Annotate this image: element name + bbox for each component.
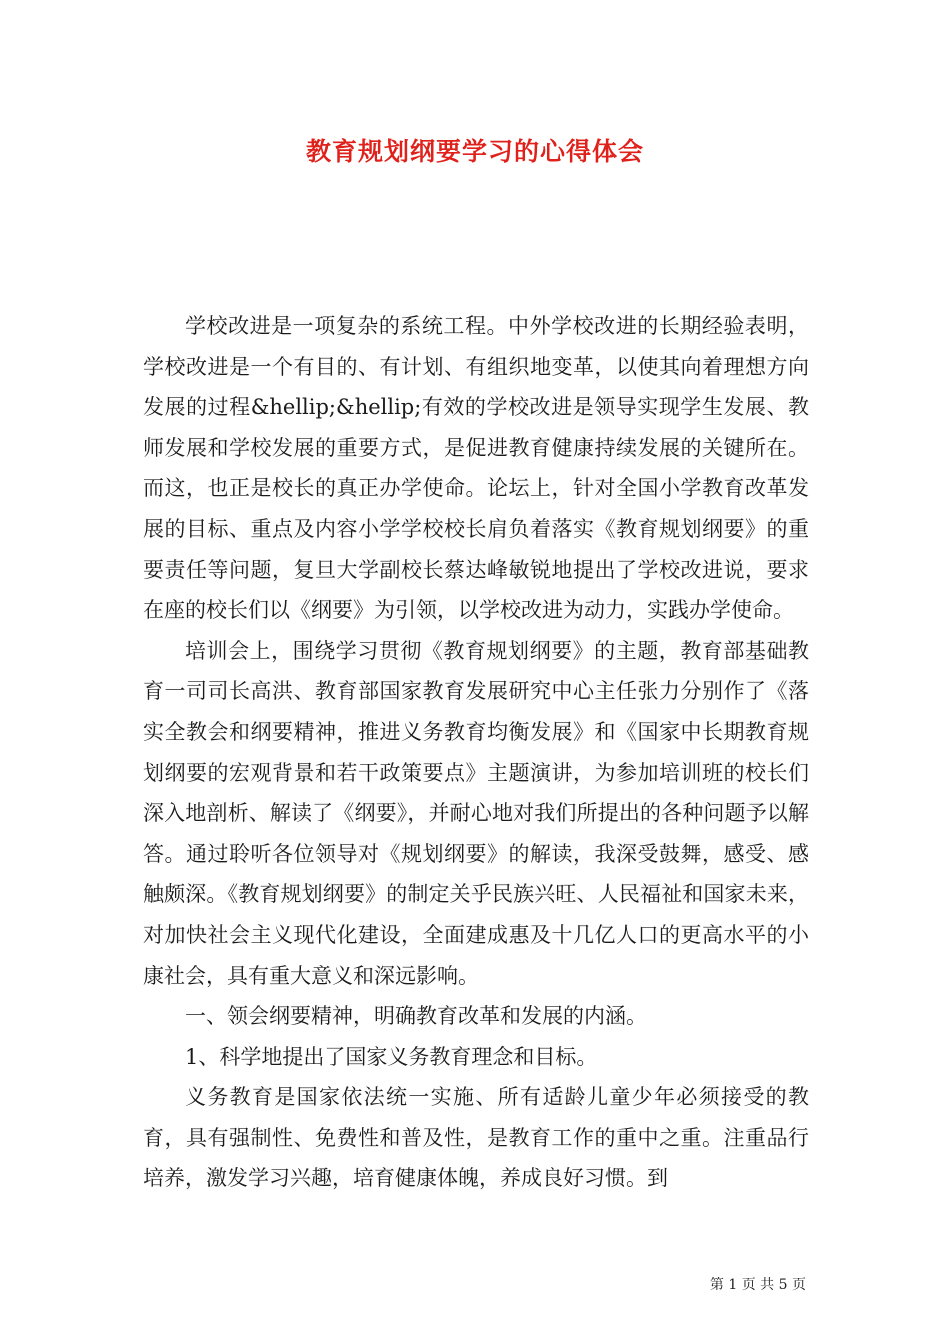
paragraph: 培训会上，围绕学习贯彻《教育规划纲要》的主题，教育部基础教育一司司长高洪、教育部国家教育发展研究中心主任张力分别作了《落实全教会和纲要精神，推进义务教育均衡发展》和《国家中长期教育规划纲要的宏观背景和若干政策要点》主题演讲，为参加培训班的校长们深入地剖析、解读了《纲要》，并耐心地对我们所提出的各种问题予以解答。通过聆听各位领导对《规划纲要》的解读，我深受鼓舞，感受、感触颇深。《教育规划纲要》的制定关乎民族兴旺、人民福祉和国家未来，对加快社会主义现代化建设，全面建成惠及十几亿人口的更高水平的小康社会，具有重大意义和深远影响。 <box>143 638 809 988</box>
document-title: 教育规划纲要学习的心得体会 <box>305 137 644 166</box>
paragraph: 义务教育是国家依法统一实施、所有适龄儿童少年必须接受的教育，具有强制性、免费性和普及性，是教育工作的重中之重。注重品行培养，激发学习兴趣，培育健康体魄，养成良好习惯。到 <box>143 1085 809 1191</box>
subsection-heading: 1、科学地提出了国家义务教育理念和目标。 <box>185 1044 598 1069</box>
section-heading: 一、领会纲要精神，明确教育改革和发展的内涵。 <box>185 1004 647 1029</box>
document-body <box>143 306 809 1199</box>
page-number-footer: 第 1 页 共 5 页 <box>709 1277 806 1293</box>
paragraph: 学校改进是一项复杂的系统工程。中外学校改进的长期经验表明，学校改进是一个有目的、有计划、有组织地变革，以使其向着理想方向发展的过程&hellip;&hellip;有效的学校改进是领导实现学生发展、教师发展和学校发展的重要方式，是促进教育健康持续发展的关键所在。而这，也正是校长的真正办学使命。论坛上，针对全国小学教育改革发展的目标、重点及内容小学学校校长肩负着落实《教育规划纲要》的重要责任等问题，复旦大学副校长蔡达峰敏锐地提出了学校改进说，要求在座的校长们以《纲要》为引领，以学校改进为动力，实践办学使命。 <box>143 314 809 623</box>
